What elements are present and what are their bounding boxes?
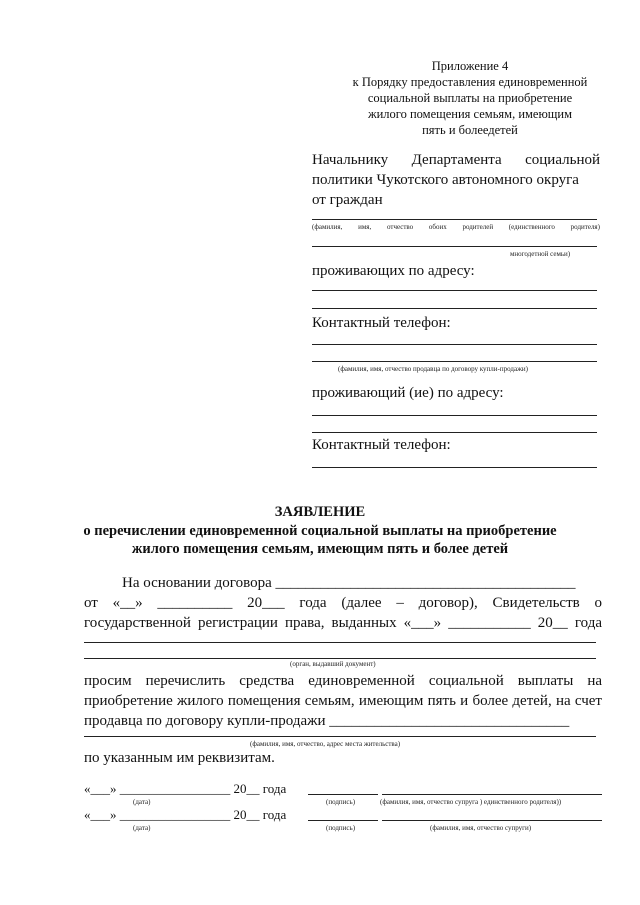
body-line: приобретение жилого помещения семьям, имеющим пять и более детей, на счет: [84, 693, 602, 709]
seller-address-field-2[interactable]: [312, 432, 597, 433]
date-caption: (дата): [133, 824, 151, 832]
appendix-line: к Порядку предоставления единовременной: [352, 75, 588, 89]
seller-phone-label: Контактный телефон:: [312, 437, 451, 453]
address-field-2[interactable]: [312, 308, 597, 309]
signature-date-row[interactable]: «___» _________________ 20__ года: [84, 807, 287, 822]
addressee-line: от граждан: [312, 192, 383, 208]
appendix-line: социальной выплаты на приобретение: [367, 91, 573, 105]
signature-field-1[interactable]: [308, 794, 378, 795]
spouse-name-field-1[interactable]: [382, 794, 602, 795]
appendix-line: пять и болеедетей: [422, 123, 518, 137]
address-field-1[interactable]: [312, 290, 597, 291]
spouse-caption: (фамилия, имя, отчество супруга ) единственного родителя)): [380, 798, 562, 806]
appendix-line: Приложение 4: [431, 59, 509, 73]
addressee-line: Начальнику Департамента социальной: [312, 152, 600, 168]
statement-subtitle: жилого помещения семьям, имеющим пять и более детей: [131, 541, 509, 557]
seller-address-field-1[interactable]: [312, 415, 597, 416]
body-line: На основании договора ________________________________________: [122, 575, 576, 591]
parents-caption: (фамилия, имя, отчество обоих родителей (единственного родителя): [312, 223, 600, 231]
sign-caption: (подпись): [326, 798, 356, 806]
parents-name-field-2[interactable]: [312, 246, 597, 247]
organ-field-2[interactable]: [84, 658, 596, 659]
addressee-line: политики Чукотского автономного округа: [312, 172, 579, 188]
parents-name-field[interactable]: [312, 219, 597, 220]
body-line: продавца по договору купли-продажи ________________________________: [84, 713, 570, 729]
spouse-name-field-2[interactable]: [382, 820, 602, 821]
phone-label: Контактный телефон:: [312, 315, 451, 331]
body-line: государственной регистрации права, выданных «___» ___________ 20__ года: [84, 615, 602, 631]
statement-title: ЗАЯВЛЕНИЕ: [274, 504, 366, 520]
parents-caption-cont: многодетной семьи): [510, 250, 571, 258]
seller-full-caption: (фамилия, имя, отчество, адрес места жительства): [250, 740, 401, 748]
appendix-line: жилого помещения семьям, имеющим: [367, 107, 573, 121]
signature-field-2[interactable]: [308, 820, 378, 821]
body-paragraph-2: [84, 671, 602, 731]
signature-date-row[interactable]: «___» _________________ 20__ года: [84, 781, 287, 796]
date-caption: (дата): [133, 798, 151, 806]
spouse-caption: (фамилия, имя, отчество супруги): [430, 824, 532, 832]
statement-subtitle: о перечислении единовременной социальной выплаты на приобретение: [83, 523, 557, 539]
phone-field[interactable]: [312, 344, 597, 345]
seller-name-field[interactable]: [312, 361, 597, 362]
body-paragraph-1: [84, 573, 602, 633]
body-line: от «__» __________ 20___ года (далее – договор), Свидетельств о: [84, 595, 602, 611]
organ-caption: (орган, выдавший документ): [290, 660, 376, 668]
body-paragraph-3: по указанным им реквизитам.: [84, 750, 275, 766]
organ-field-1[interactable]: [84, 642, 596, 643]
seller-residing-label: проживающий (ие) по адресу:: [312, 385, 504, 401]
residing-label: проживающих по адресу:: [312, 263, 475, 279]
sign-caption: (подпись): [326, 824, 356, 832]
addressee-block: [312, 150, 600, 210]
body-line: просим перечислить средства единовременной социальной выплаты на: [84, 673, 602, 689]
seller-full-field[interactable]: [84, 736, 596, 737]
seller-caption: (фамилия, имя, отчество продавца по договору купли-продажи): [338, 365, 528, 373]
seller-phone-field[interactable]: [312, 467, 597, 468]
appendix-header: [330, 58, 610, 138]
